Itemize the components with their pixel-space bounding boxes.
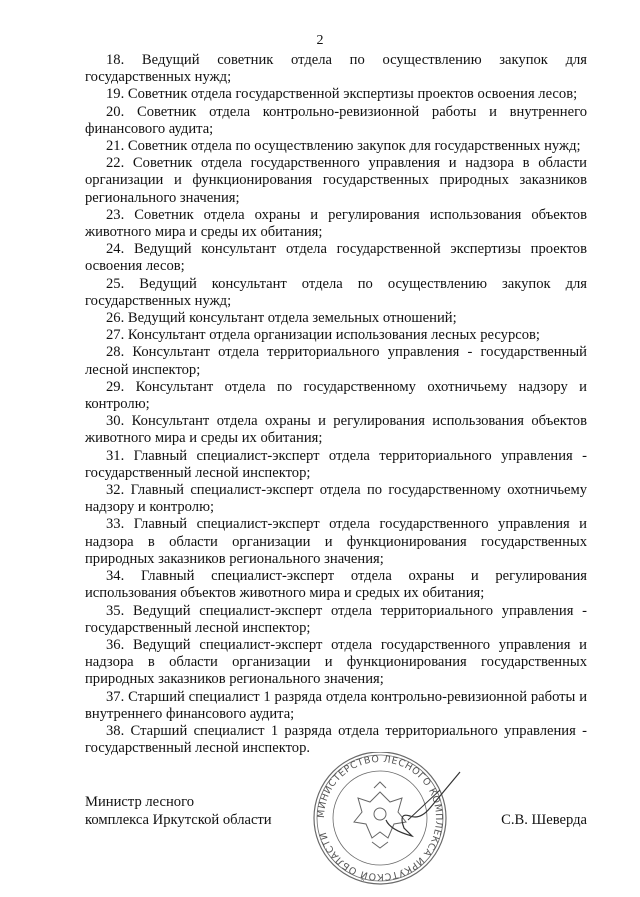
page-number: 2 — [316, 33, 324, 48]
list-item: 26. Ведущий консультант отдела земельных отношений; — [106, 310, 457, 327]
list-item: 18. Ведущий советник отдела по осуществлению закупок для государственных нужд; — [85, 52, 587, 86]
position-list — [85, 52, 587, 757]
list-item: 21. Советник отдела по осуществлению закупок для государственных нужд; — [106, 138, 581, 155]
list-item: 23. Советник отдела охраны и регулирования использования объектов животного мира и среды их обитания; — [85, 206, 587, 241]
list-item: 31. Главный специалист-эксперт отдела территориального управления - государственный лесной инспектор; — [85, 447, 587, 481]
list-item: 38. Старший специалист 1 разряда отдела территориального управления - государственный лесной инспектор. — [85, 722, 587, 757]
position-line: Министр лесного — [85, 794, 195, 810]
list-item: 34. Главный специалист-эксперт отдела охраны и регулирования использования объектов животного мира и средых их обитания; — [85, 568, 587, 602]
list-item: 36. Ведущий специалист-эксперт отдела государственного управления и надзора в области организации и функционирования государственных природных заказников регионального значения; — [85, 636, 587, 688]
list-item: 25. Ведущий консультант отдела по осуществлению закупок для государственных нужд; — [85, 275, 587, 309]
signer-name: С.В. Шеверда — [501, 812, 587, 828]
list-item: 20. Советник отдела контрольно-ревизионной работы и внутреннего финансового аудита; — [85, 103, 587, 137]
position-line: комплекса Иркутской области — [85, 812, 272, 828]
signature-block — [85, 793, 587, 833]
seal-text: МИНИСТЕРСТВО ЛЕСНОГО КОМПЛЕКСА ИРКУТСКОЙ ОБЛАСТИ — [315, 753, 445, 883]
list-item: 19. Советник отдела государственной экспертизы проектов освоения лесов; — [106, 86, 578, 103]
list-item: 33. Главный специалист-эксперт отдела государственного управления и надзора в области организации и функционирования государственных природных заказников регионального значения; — [85, 516, 587, 567]
list-item: 22. Советник отдела государственного управления и надзора в области организации и функционирования государственных природных заказников регионального значения; — [85, 155, 587, 206]
list-item: 32. Главный специалист-эксперт отдела по государственному охотничьему надзору и контролю; — [85, 482, 587, 516]
list-item: 37. Старший специалист 1 разряда отдела контрольно-ревизионной работы и внутреннего финансового аудита; — [85, 688, 587, 722]
list-item: 35. Ведущий специалист-эксперт отдела территориального управления - государственный лесной инспектор; — [85, 602, 587, 636]
list-item: 27. Консультант отдела организации использования лесных ресурсов; — [106, 327, 540, 344]
list-item: 30. Консультант отдела охраны и регулирования использования объектов животного мира и среды их обитания; — [85, 413, 587, 447]
list-item: 24. Ведущий консультант отдела государственной экспертизы проектов освоения лесов; — [85, 241, 587, 275]
list-item: 28. Консультант отдела территориального управления - государственный лесной инспектор; — [85, 344, 587, 378]
list-item: 29. Консультант отдела по государственному охотничьему надзору и контролю; — [85, 378, 587, 413]
signer-position — [85, 793, 272, 829]
